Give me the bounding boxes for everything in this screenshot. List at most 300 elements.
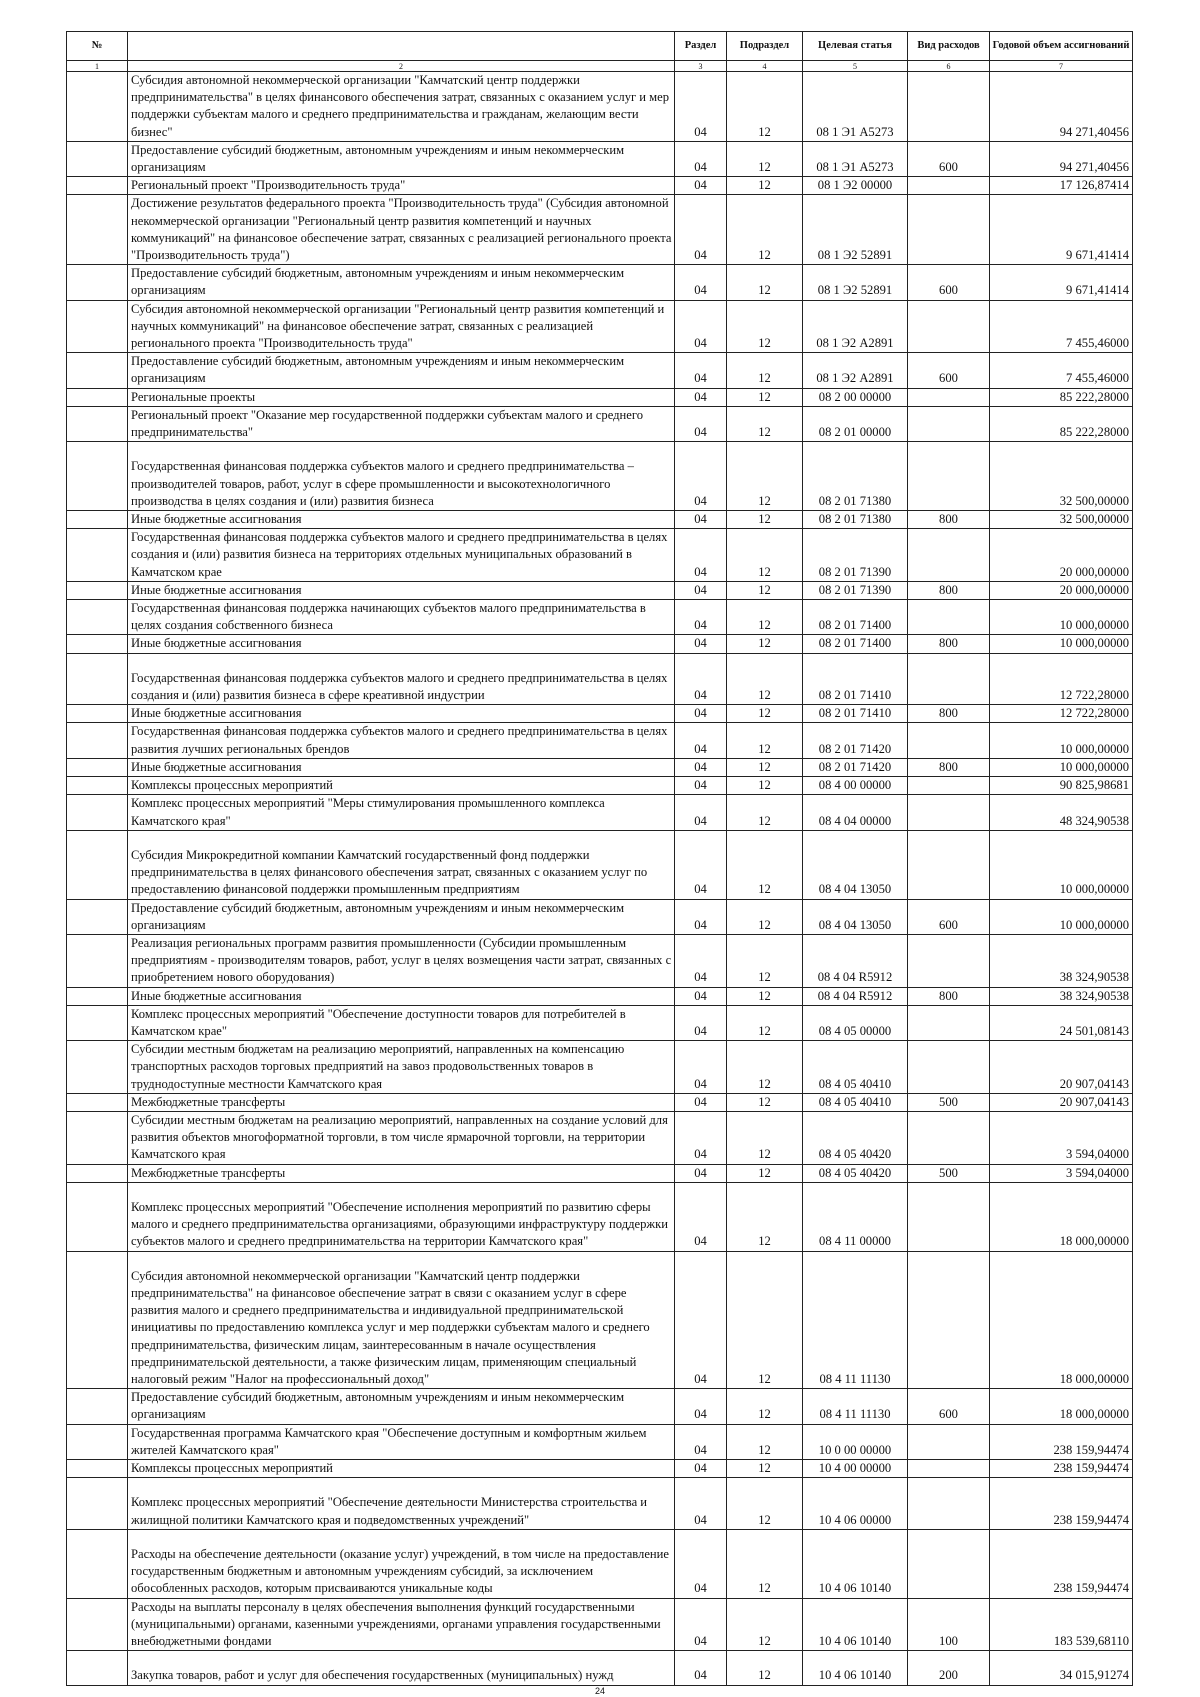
row-podrazdel-cell: 12 — [727, 1478, 803, 1530]
row-number-cell — [67, 406, 128, 441]
row-razdel-cell: 04 — [675, 1111, 727, 1164]
row-podrazdel-cell: 12 — [727, 1251, 803, 1389]
row-expense-type-cell — [908, 600, 990, 635]
row-name-cell: Региональный проект "Производительность труда" — [128, 177, 675, 195]
row-name-cell: Предоставление субсидий бюджетным, автономным учреждениям и иным некоммерческим организациям — [128, 141, 675, 176]
row-number-cell — [67, 758, 128, 776]
row-name-cell: Иные бюджетные ассигнования — [128, 987, 675, 1005]
row-number-cell — [67, 1041, 128, 1094]
row-name-cell: Государственная финансовая поддержка субъектов малого и среднего предпринимательства в целях развития лучших региональных брендов — [128, 723, 675, 758]
table-row — [67, 1093, 1133, 1111]
row-amount-cell: 10 000,00000 — [990, 899, 1133, 934]
table-row — [67, 705, 1133, 723]
row-number-cell — [67, 635, 128, 653]
row-name-cell: Субсидия автономной некоммерческой организации "Камчатский центр поддержки предпринимательства" на финансовое обеспечение затрат в связи с оказанием услуг в сфере развития малого и среднего предпринимательства и индивидуальной предпринимательской инициативы по предоставлению комплекса услуг и мер поддержки субъектам малого и среднего предпринимательства, физическим лицам, заинтересованным в начале осуществления предпринимательской деятельности, а также физическим лицам, применяющим специальный налоговый режим "Налог на профессиональный доход" — [128, 1251, 675, 1389]
row-amount-cell: 32 500,00000 — [990, 442, 1133, 511]
row-number-cell — [67, 442, 128, 511]
row-target-article-cell: 08 4 11 11130 — [803, 1389, 908, 1424]
row-expense-type-cell — [908, 300, 990, 353]
row-amount-cell: 7 455,46000 — [990, 353, 1133, 388]
row-target-article-cell: 08 4 04 13050 — [803, 899, 908, 934]
row-target-article-cell: 08 4 04 R5912 — [803, 934, 908, 987]
row-podrazdel-cell: 12 — [727, 1111, 803, 1164]
row-number-cell — [67, 1182, 128, 1251]
table-row — [67, 72, 1133, 142]
row-expense-type-cell — [908, 723, 990, 758]
row-razdel-cell: 04 — [675, 72, 727, 142]
row-name-cell: Субсидия автономной некоммерческой организации "Региональный центр развития компетенций и научных коммуникаций" на финансовое обеспечение затрат, связанных с реализацией регионального проекта "Производительность труда" — [128, 300, 675, 353]
row-expense-type-cell — [908, 1459, 990, 1477]
row-number-cell — [67, 353, 128, 388]
row-name-cell: Межбюджетные трансферты — [128, 1093, 675, 1111]
row-amount-cell: 20 907,04143 — [990, 1093, 1133, 1111]
row-podrazdel-cell: 12 — [727, 300, 803, 353]
table-row — [67, 300, 1133, 353]
table-row — [67, 795, 1133, 830]
row-amount-cell: 12 722,28000 — [990, 653, 1133, 705]
row-expense-type-cell: 800 — [908, 511, 990, 529]
row-expense-type-cell — [908, 529, 990, 582]
header-number: № — [67, 32, 128, 61]
row-amount-cell: 94 271,40456 — [990, 72, 1133, 142]
table-row — [67, 1111, 1133, 1164]
row-expense-type-cell — [908, 1041, 990, 1094]
row-amount-cell: 17 126,87414 — [990, 177, 1133, 195]
table-row — [67, 141, 1133, 176]
row-number-cell — [67, 600, 128, 635]
row-podrazdel-cell: 12 — [727, 758, 803, 776]
row-amount-cell: 238 159,94474 — [990, 1424, 1133, 1459]
row-number-cell — [67, 265, 128, 300]
row-name-cell: Региональный проект "Оказание мер государственной поддержки субъектам малого и среднего предпринимательства" — [128, 406, 675, 441]
table-row — [67, 1424, 1133, 1459]
table-row — [67, 934, 1133, 987]
row-razdel-cell: 04 — [675, 511, 727, 529]
row-target-article-cell: 10 4 06 00000 — [803, 1478, 908, 1530]
row-podrazdel-cell: 12 — [727, 442, 803, 511]
row-podrazdel-cell: 12 — [727, 1424, 803, 1459]
row-expense-type-cell: 800 — [908, 705, 990, 723]
row-expense-type-cell — [908, 442, 990, 511]
row-razdel-cell: 04 — [675, 934, 727, 987]
row-podrazdel-cell: 12 — [727, 406, 803, 441]
row-podrazdel-cell: 12 — [727, 653, 803, 705]
row-target-article-cell: 08 4 00 00000 — [803, 777, 908, 795]
row-amount-cell: 38 324,90538 — [990, 934, 1133, 987]
row-amount-cell: 34 015,91274 — [990, 1651, 1133, 1685]
row-target-article-cell: 08 1 Э2 A2891 — [803, 353, 908, 388]
row-expense-type-cell — [908, 934, 990, 987]
row-expense-type-cell: 100 — [908, 1598, 990, 1651]
row-podrazdel-cell: 12 — [727, 600, 803, 635]
table-row — [67, 758, 1133, 776]
row-amount-cell: 32 500,00000 — [990, 511, 1133, 529]
row-amount-cell: 85 222,28000 — [990, 406, 1133, 441]
row-amount-cell: 24 501,08143 — [990, 1005, 1133, 1040]
row-razdel-cell: 04 — [675, 758, 727, 776]
row-amount-cell: 3 594,04000 — [990, 1111, 1133, 1164]
column-number: 1 — [67, 61, 128, 72]
row-razdel-cell: 04 — [675, 899, 727, 934]
row-number-cell — [67, 723, 128, 758]
table-row — [67, 442, 1133, 511]
row-number-cell — [67, 934, 128, 987]
row-amount-cell: 10 000,00000 — [990, 830, 1133, 899]
column-number: 6 — [908, 61, 990, 72]
row-amount-cell: 18 000,00000 — [990, 1182, 1133, 1251]
row-number-cell — [67, 1424, 128, 1459]
row-number-cell — [67, 141, 128, 176]
row-target-article-cell: 08 4 04 R5912 — [803, 987, 908, 1005]
table-row — [67, 1529, 1133, 1598]
row-razdel-cell: 04 — [675, 141, 727, 176]
row-amount-cell: 12 722,28000 — [990, 705, 1133, 723]
row-expense-type-cell: 600 — [908, 899, 990, 934]
row-razdel-cell: 04 — [675, 442, 727, 511]
row-expense-type-cell: 500 — [908, 1164, 990, 1182]
table-row — [67, 899, 1133, 934]
row-number-cell — [67, 1529, 128, 1598]
row-amount-cell: 3 594,04000 — [990, 1164, 1133, 1182]
row-target-article-cell: 08 2 01 71380 — [803, 442, 908, 511]
row-target-article-cell: 08 2 01 71390 — [803, 581, 908, 599]
row-number-cell — [67, 1598, 128, 1651]
row-target-article-cell: 08 4 05 00000 — [803, 1005, 908, 1040]
row-expense-type-cell — [908, 388, 990, 406]
table-row — [67, 723, 1133, 758]
row-target-article-cell: 08 4 05 40410 — [803, 1093, 908, 1111]
row-amount-cell: 10 000,00000 — [990, 635, 1133, 653]
row-podrazdel-cell: 12 — [727, 723, 803, 758]
row-expense-type-cell — [908, 830, 990, 899]
table-row — [67, 388, 1133, 406]
row-target-article-cell: 08 4 04 00000 — [803, 795, 908, 830]
row-razdel-cell: 04 — [675, 1459, 727, 1477]
row-number-cell — [67, 1005, 128, 1040]
row-number-cell — [67, 1093, 128, 1111]
row-number-cell — [67, 830, 128, 899]
row-razdel-cell: 04 — [675, 1041, 727, 1094]
row-expense-type-cell: 800 — [908, 987, 990, 1005]
row-target-article-cell: 08 2 00 00000 — [803, 388, 908, 406]
row-name-cell: Государственная программа Камчатского края "Обеспечение доступным и комфортным жильем жителей Камчатского края" — [128, 1424, 675, 1459]
row-expense-type-cell — [908, 1251, 990, 1389]
row-razdel-cell: 04 — [675, 195, 727, 265]
row-name-cell: Предоставление субсидий бюджетным, автономным учреждениям и иным некоммерческим организациям — [128, 899, 675, 934]
table-row — [67, 353, 1133, 388]
row-name-cell: Расходы на выплаты персоналу в целях обеспечения выполнения функций государственными (муниципальными) органами, казенными учреждениями, органами управления государственными внебюджетными фондами — [128, 1598, 675, 1651]
row-razdel-cell: 04 — [675, 1251, 727, 1389]
table-row — [67, 830, 1133, 899]
row-razdel-cell: 04 — [675, 1424, 727, 1459]
row-name-cell: Расходы на обеспечение деятельности (оказание услуг) учреждений, в том числе на предоставление государственным бюджетным и автономным учреждениям субсидий, за исключением обособленных расходов, которым присваиваются уникальные коды — [128, 1529, 675, 1598]
row-amount-cell: 90 825,98681 — [990, 777, 1133, 795]
row-target-article-cell: 08 1 Э2 52891 — [803, 265, 908, 300]
row-name-cell: Комплекс процессных мероприятий "Обеспечение доступности товаров для потребителей в Камчатском крае" — [128, 1005, 675, 1040]
row-number-cell — [67, 195, 128, 265]
row-podrazdel-cell: 12 — [727, 777, 803, 795]
row-amount-cell: 38 324,90538 — [990, 987, 1133, 1005]
row-amount-cell: 20 907,04143 — [990, 1041, 1133, 1094]
header-expense-type: Вид расходов — [908, 32, 990, 61]
row-expense-type-cell — [908, 1424, 990, 1459]
row-name-cell: Межбюджетные трансферты — [128, 1164, 675, 1182]
row-razdel-cell: 04 — [675, 1182, 727, 1251]
row-target-article-cell: 08 1 Э1 A5273 — [803, 72, 908, 142]
row-podrazdel-cell: 12 — [727, 72, 803, 142]
row-name-cell: Субсидии местным бюджетам на реализацию мероприятий, направленных на компенсацию транспортных расходов торговых предприятий на завоз продовольственных товаров в труднодоступные местности Камчатского края — [128, 1041, 675, 1094]
row-expense-type-cell: 800 — [908, 758, 990, 776]
row-podrazdel-cell: 12 — [727, 1041, 803, 1094]
row-podrazdel-cell: 12 — [727, 1389, 803, 1424]
row-amount-cell: 238 159,94474 — [990, 1459, 1133, 1477]
row-number-cell — [67, 1251, 128, 1389]
row-amount-cell: 85 222,28000 — [990, 388, 1133, 406]
row-name-cell: Предоставление субсидий бюджетным, автономным учреждениям и иным некоммерческим организациям — [128, 353, 675, 388]
row-amount-cell: 7 455,46000 — [990, 300, 1133, 353]
row-target-article-cell: 10 4 06 10140 — [803, 1529, 908, 1598]
row-expense-type-cell — [908, 1529, 990, 1598]
budget-table — [66, 31, 1133, 1686]
row-target-article-cell: 08 2 01 71410 — [803, 705, 908, 723]
row-podrazdel-cell: 12 — [727, 987, 803, 1005]
row-amount-cell: 10 000,00000 — [990, 758, 1133, 776]
row-number-cell — [67, 177, 128, 195]
table-row — [67, 1182, 1133, 1251]
row-podrazdel-cell: 12 — [727, 795, 803, 830]
row-number-cell — [67, 795, 128, 830]
row-podrazdel-cell: 12 — [727, 529, 803, 582]
row-podrazdel-cell: 12 — [727, 581, 803, 599]
row-number-cell — [67, 581, 128, 599]
row-target-article-cell: 08 2 01 71400 — [803, 600, 908, 635]
row-name-cell: Предоставление субсидий бюджетным, автономным учреждениям и иным некоммерческим организациям — [128, 1389, 675, 1424]
row-number-cell — [67, 705, 128, 723]
row-amount-cell: 94 271,40456 — [990, 141, 1133, 176]
row-podrazdel-cell: 12 — [727, 177, 803, 195]
row-razdel-cell: 04 — [675, 1529, 727, 1598]
table-row — [67, 1251, 1133, 1389]
row-razdel-cell: 04 — [675, 830, 727, 899]
row-podrazdel-cell: 12 — [727, 1005, 803, 1040]
row-name-cell: Иные бюджетные ассигнования — [128, 511, 675, 529]
row-amount-cell: 10 000,00000 — [990, 723, 1133, 758]
row-target-article-cell: 08 4 04 13050 — [803, 830, 908, 899]
row-name-cell: Предоставление субсидий бюджетным, автономным учреждениям и иным некоммерческим организациям — [128, 265, 675, 300]
table-row — [67, 1005, 1133, 1040]
row-name-cell: Государственная финансовая поддержка начинающих субъектов малого предпринимательства в целях создания собственного бизнеса — [128, 600, 675, 635]
row-razdel-cell: 04 — [675, 987, 727, 1005]
row-name-cell: Субсидия автономной некоммерческой организации "Камчатский центр поддержки предпринимательства" в целях финансового обеспечения затрат, связанных с оказанием услуг и мер поддержки субъектам малого и среднего предпринимательства и гражданам, желающим вести бизнес" — [128, 72, 675, 142]
row-razdel-cell: 04 — [675, 1478, 727, 1530]
column-number: 3 — [675, 61, 727, 72]
row-target-article-cell: 08 2 01 71420 — [803, 723, 908, 758]
row-razdel-cell: 04 — [675, 1164, 727, 1182]
row-razdel-cell: 04 — [675, 177, 727, 195]
row-name-cell: Комплекс процессных мероприятий "Обеспечение исполнения мероприятий по развитию сферы малого и среднего предпринимательства организациями, образующими инфраструктуру поддержки субъектов малого и среднего предпринимательства на территории Камчатского края" — [128, 1182, 675, 1251]
row-amount-cell: 20 000,00000 — [990, 529, 1133, 582]
row-razdel-cell: 04 — [675, 635, 727, 653]
row-razdel-cell: 04 — [675, 581, 727, 599]
header-razdel: Раздел — [675, 32, 727, 61]
table-row — [67, 1389, 1133, 1424]
row-expense-type-cell — [908, 1182, 990, 1251]
row-target-article-cell: 08 4 11 00000 — [803, 1182, 908, 1251]
row-target-article-cell: 10 4 00 00000 — [803, 1459, 908, 1477]
row-amount-cell: 238 159,94474 — [990, 1529, 1133, 1598]
row-target-article-cell: 10 0 00 00000 — [803, 1424, 908, 1459]
row-expense-type-cell: 600 — [908, 141, 990, 176]
row-podrazdel-cell: 12 — [727, 830, 803, 899]
row-name-cell: Иные бюджетные ассигнования — [128, 705, 675, 723]
row-number-cell — [67, 1111, 128, 1164]
row-number-cell — [67, 1651, 128, 1685]
row-name-cell: Государственная финансовая поддержка субъектов малого и среднего предпринимательства в целях создания и (или) развития бизнеса на территориях отдельных муниципальных образований в Камчатском крае — [128, 529, 675, 582]
row-name-cell: Иные бюджетные ассигнования — [128, 581, 675, 599]
row-name-cell: Достижение результатов федерального проекта "Производительность труда" (Субсидия автономной некоммерческой организации "Региональный центр развития компетенций и научных коммуникаций" на финансовое обеспечение затрат, связанных с реализацией регионального проекта "Производительность труда") — [128, 195, 675, 265]
row-amount-cell: 238 159,94474 — [990, 1478, 1133, 1530]
row-number-cell — [67, 1459, 128, 1477]
row-number-cell — [67, 1389, 128, 1424]
row-number-cell — [67, 987, 128, 1005]
column-number: 4 — [727, 61, 803, 72]
row-podrazdel-cell: 12 — [727, 1182, 803, 1251]
header-name — [128, 32, 675, 61]
column-number: 7 — [990, 61, 1133, 72]
row-podrazdel-cell: 12 — [727, 195, 803, 265]
row-podrazdel-cell: 12 — [727, 705, 803, 723]
row-podrazdel-cell: 12 — [727, 1529, 803, 1598]
row-target-article-cell: 10 4 06 10140 — [803, 1651, 908, 1685]
row-expense-type-cell — [908, 1111, 990, 1164]
row-target-article-cell: 08 1 Э2 52891 — [803, 195, 908, 265]
row-razdel-cell: 04 — [675, 705, 727, 723]
table-row — [67, 653, 1133, 705]
row-expense-type-cell: 600 — [908, 1389, 990, 1424]
table-row — [67, 600, 1133, 635]
row-target-article-cell: 08 4 11 11130 — [803, 1251, 908, 1389]
row-expense-type-cell — [908, 795, 990, 830]
row-podrazdel-cell: 12 — [727, 511, 803, 529]
row-razdel-cell: 04 — [675, 1598, 727, 1651]
row-number-cell — [67, 1478, 128, 1530]
row-target-article-cell: 08 1 Э1 A5273 — [803, 141, 908, 176]
row-razdel-cell: 04 — [675, 795, 727, 830]
page-number: 24 — [594, 1686, 605, 1696]
row-podrazdel-cell: 12 — [727, 141, 803, 176]
row-podrazdel-cell: 12 — [727, 1598, 803, 1651]
table-row — [67, 1459, 1133, 1477]
row-expense-type-cell: 500 — [908, 1093, 990, 1111]
row-expense-type-cell — [908, 1478, 990, 1530]
table-row — [67, 1478, 1133, 1530]
row-target-article-cell: 08 4 05 40410 — [803, 1041, 908, 1094]
row-podrazdel-cell: 12 — [727, 1459, 803, 1477]
row-number-cell — [67, 72, 128, 142]
row-name-cell: Комплексы процессных мероприятий — [128, 777, 675, 795]
row-podrazdel-cell: 12 — [727, 635, 803, 653]
row-razdel-cell: 04 — [675, 1005, 727, 1040]
row-amount-cell: 9 671,41414 — [990, 265, 1133, 300]
row-name-cell: Иные бюджетные ассигнования — [128, 758, 675, 776]
row-number-cell — [67, 777, 128, 795]
row-razdel-cell: 04 — [675, 353, 727, 388]
table-row — [67, 1041, 1133, 1094]
row-expense-type-cell — [908, 653, 990, 705]
row-name-cell: Комплексы процессных мероприятий — [128, 1459, 675, 1477]
row-amount-cell: 20 000,00000 — [990, 581, 1133, 599]
row-name-cell: Государственная финансовая поддержка субъектов малого и среднего предпринимательства – производителей товаров, работ, услуг в сфере промышленности и высокотехнологичного производства в целях создания и (или) развития бизнеса — [128, 442, 675, 511]
table-row — [67, 529, 1133, 582]
header-target-article: Целевая статья — [803, 32, 908, 61]
row-name-cell: Субсидия Микрокредитной компании Камчатский государственный фонд поддержки предпринимательства в целях финансового обеспечения затрат, связанных с оказанием услуг по предоставлению финансовой поддержки промышленным предприятиям — [128, 830, 675, 899]
row-number-cell — [67, 653, 128, 705]
row-number-cell — [67, 511, 128, 529]
row-razdel-cell: 04 — [675, 600, 727, 635]
table-row — [67, 265, 1133, 300]
row-razdel-cell: 04 — [675, 388, 727, 406]
row-name-cell: Комплекс процессных мероприятий "Меры стимулирования промышленного комплекса Камчатского края" — [128, 795, 675, 830]
row-target-article-cell: 08 4 05 40420 — [803, 1164, 908, 1182]
row-number-cell — [67, 388, 128, 406]
row-razdel-cell: 04 — [675, 777, 727, 795]
row-razdel-cell: 04 — [675, 1093, 727, 1111]
row-expense-type-cell: 600 — [908, 265, 990, 300]
row-target-article-cell: 08 2 01 71410 — [803, 653, 908, 705]
row-expense-type-cell: 800 — [908, 581, 990, 599]
row-podrazdel-cell: 12 — [727, 388, 803, 406]
row-expense-type-cell — [908, 177, 990, 195]
row-target-article-cell: 08 2 01 00000 — [803, 406, 908, 441]
row-razdel-cell: 04 — [675, 653, 727, 705]
row-target-article-cell: 08 4 05 40420 — [803, 1111, 908, 1164]
row-name-cell: Субсидии местным бюджетам на реализацию мероприятий, направленных на создание условий для развития объектов многоформатной торговли, в том числе ярмарочной торговли, на территории Камчатского края — [128, 1111, 675, 1164]
row-expense-type-cell — [908, 1005, 990, 1040]
table-row — [67, 635, 1133, 653]
table-row — [67, 1164, 1133, 1182]
row-razdel-cell: 04 — [675, 1651, 727, 1685]
row-expense-type-cell: 600 — [908, 353, 990, 388]
row-amount-cell: 9 671,41414 — [990, 195, 1133, 265]
table-row — [67, 1598, 1133, 1651]
row-podrazdel-cell: 12 — [727, 1651, 803, 1685]
row-amount-cell: 48 324,90538 — [990, 795, 1133, 830]
row-name-cell: Иные бюджетные ассигнования — [128, 635, 675, 653]
row-amount-cell: 10 000,00000 — [990, 600, 1133, 635]
row-name-cell: Региональные проекты — [128, 388, 675, 406]
table-header-row — [67, 32, 1133, 61]
row-expense-type-cell — [908, 777, 990, 795]
row-target-article-cell: 08 1 Э2 00000 — [803, 177, 908, 195]
row-razdel-cell: 04 — [675, 1389, 727, 1424]
table-row — [67, 1651, 1133, 1685]
row-razdel-cell: 04 — [675, 529, 727, 582]
row-name-cell: Закупка товаров, работ и услуг для обеспечения государственных (муниципальных) нужд — [128, 1651, 675, 1685]
table-row — [67, 177, 1133, 195]
row-amount-cell: 18 000,00000 — [990, 1389, 1133, 1424]
row-razdel-cell: 04 — [675, 300, 727, 353]
table-row — [67, 987, 1133, 1005]
header-podrazdel: Подраздел — [727, 32, 803, 61]
row-target-article-cell: 08 2 01 71390 — [803, 529, 908, 582]
row-target-article-cell: 08 1 Э2 A2891 — [803, 300, 908, 353]
row-podrazdel-cell: 12 — [727, 353, 803, 388]
row-expense-type-cell — [908, 72, 990, 142]
table-row — [67, 511, 1133, 529]
table-row — [67, 777, 1133, 795]
row-podrazdel-cell: 12 — [727, 265, 803, 300]
row-razdel-cell: 04 — [675, 723, 727, 758]
